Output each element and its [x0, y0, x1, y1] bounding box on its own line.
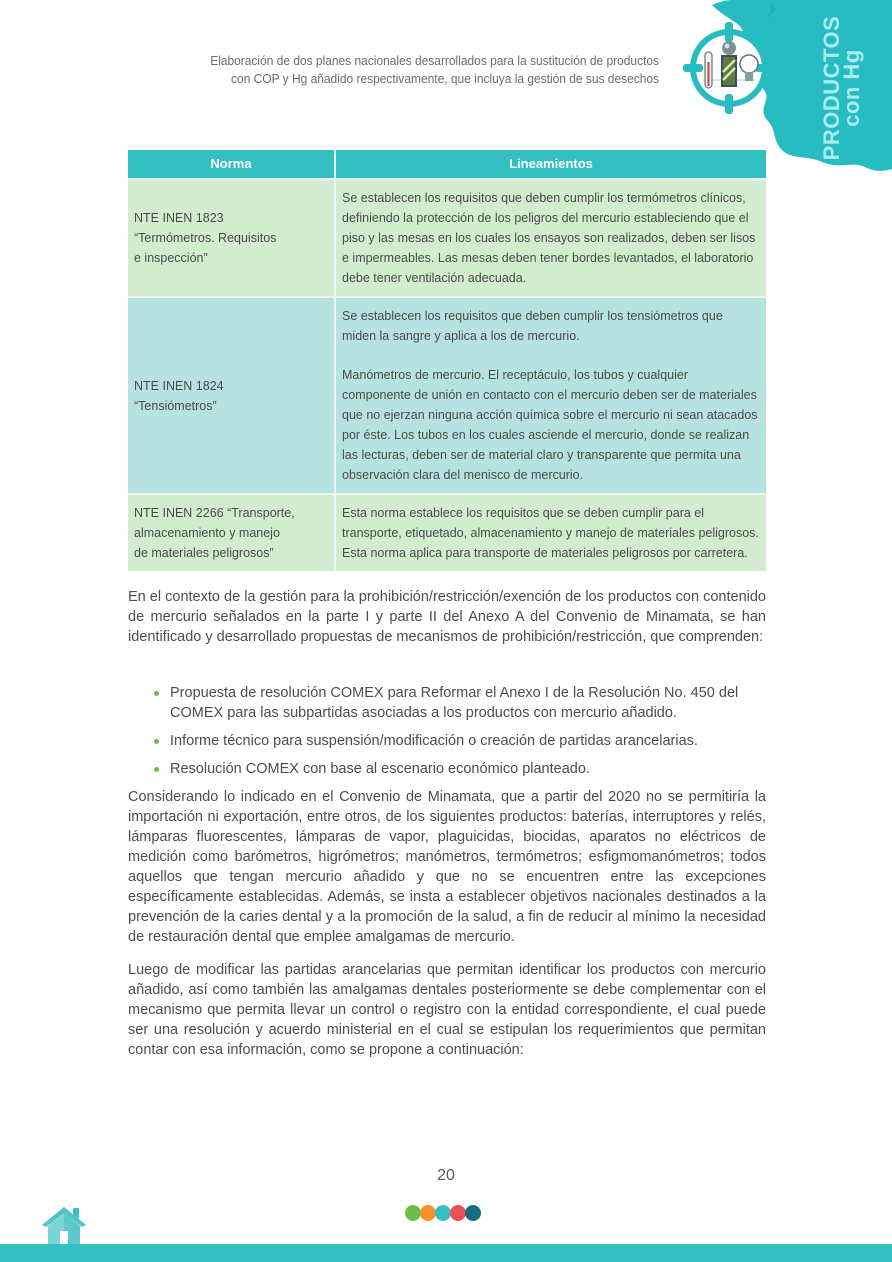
- norma-line: NTE INEN 1824: [134, 378, 224, 393]
- color-dot-orange: [420, 1205, 436, 1221]
- home-icon[interactable]: [40, 1205, 88, 1245]
- lineamiento-paragraph: Se establecen los requisitos que deben cumplir los termómetros clínicos, definiendo la protección de los peligros del mercurio estableciendo que el piso y las mesas en los cuales los ensayos son realizados, deben ser lisos e impermeables. Las mesas deben tener bordes levantados, el laboratorio debe tener ventilación adecuada.: [342, 191, 756, 285]
- body-paragraph-partidas: [128, 960, 766, 1060]
- lineamientos-cell: [335, 179, 766, 297]
- body-paragraph-context: [128, 587, 766, 647]
- lineamiento-paragraph: Se establecen los requisitos que deben cumplir los tensiómetros que miden la sangre y aplica a los de mercurio.: [342, 309, 723, 343]
- norma-line: almacenamiento y manejo: [134, 526, 280, 540]
- table-row: [128, 179, 766, 297]
- color-dot-teal: [435, 1205, 451, 1221]
- bullet-dot-icon: [154, 767, 159, 772]
- norma-line: “Tensiómetros”: [134, 398, 217, 413]
- footer-bar: [0, 1244, 892, 1262]
- norma-cell: [128, 494, 335, 571]
- norms-table: [128, 150, 766, 571]
- lineamiento-paragraph: Manómetros de mercurio. El receptáculo, los tubos y cualquier componente de unión en contacto con el mercurio deben ser de materiales que no ejerzan ninguna acción química sobre el mercurio ni sean atacados por éste. Los tubos en los cuales asciende el mercurio, donde se realizan las lecturas, deben ser de material claro y transparente que permita una observación clara del menisco de mercurio.: [342, 368, 758, 482]
- paragraph-text: Considerando lo indicado en el Convenio de Minamata, que a partir del 2020 no se permitiría la importación ni exportación, entre otros, de los siguientes productos: baterías, interruptores y relés, lámparas fluorescentes, lámparas de vapor, plaguicidas, biocidas, aparatos no eléctricos de medición como barómetros, higrómetros; manómetros, termómetros; esfigmomanómetros; todos aquellos que tengan mercurio añadido y que no se encuentren entre las excepciones específicamente establecidas. Además, se insta a establecer objetivos nacionales destinados a la prevención de la caries dental y a la promoción de la salud, a fin de reducir al mínimo la necesidad de restauración dental que emplee amalgamas de mercurio.: [128, 789, 766, 945]
- color-dot-dark-teal: [465, 1205, 481, 1221]
- body-paragraph-minamata: [128, 787, 766, 947]
- color-dot-red: [450, 1205, 466, 1221]
- header-title-line-1: Elaboración de dos planes nacionales desarrollados para la sustitución de productos: [210, 53, 659, 68]
- list-item-text: Informe técnico para suspensión/modificación o creación de partidas arancelarias.: [170, 733, 698, 749]
- norma-line: “Termómetros. Requisitos: [134, 231, 277, 245]
- paragraph-text: Luego de modificar las partidas arancelarias que permitan identificar los productos con mercurio añadido, así como también las amalgamas dentales posteriormente se debe complementar con el mecanismo que permita llevar un control o registro con la entidad correspondiente, el cual puede ser una resolución y acuerdo ministerial en el cual se estipulan los requerimientos que permitan contar con esa información, como se propone a continuación:: [128, 962, 766, 1058]
- lineamientos-cell: [335, 494, 766, 571]
- list-item: [152, 759, 766, 779]
- list-item: [152, 683, 766, 723]
- paragraph-text: En el contexto de la gestión para la prohibición/restricción/exención de los productos con contenido de mercurio señalados en la parte I y parte II del Anexo A del Convenio de Minamata, se han identificado y desarrollado propuestas de mecanismos de prohibición/restricción, que comprenden:: [128, 589, 766, 645]
- page-number: 20: [437, 1167, 455, 1184]
- color-dot-green: [405, 1205, 421, 1221]
- table-row: [128, 297, 766, 494]
- section-side-label: [812, 15, 872, 161]
- table-header-row: [128, 150, 766, 179]
- lineamientos-cell: [335, 297, 766, 494]
- norma-cell: [128, 179, 335, 297]
- list-item-text: Resolución COMEX con base al escenario económico planteado.: [170, 761, 590, 777]
- lineamiento-paragraph: Esta norma establece los requisitos que se deben cumplir para el transporte, etiquetado, almacenamiento y manejo de materiales peligrosos. Esta norma aplica para transporte de materiales peligrosos por carretera.: [342, 506, 759, 560]
- column-header-lineamientos: Lineamientos: [335, 150, 766, 179]
- table-row: [128, 494, 766, 571]
- list-item: [152, 731, 766, 751]
- column-header-norma: Norma: [128, 150, 335, 179]
- list-item-text: Propuesta de resolución COMEX para Reformar el Anexo I de la Resolución No. 450 del COMEX para las subpartidas asociadas a los productos con mercurio añadido.: [170, 685, 739, 721]
- bullet-dot-icon: [154, 739, 159, 744]
- side-label-line-1: PRODUCTOS: [819, 15, 844, 161]
- norma-line: de materiales peligrosos”: [134, 546, 274, 560]
- norma-line: NTE INEN 1823: [134, 211, 224, 225]
- norma-line: NTE INEN 2266 “Transporte,: [134, 506, 295, 520]
- target-thermometer-battery-bulb-icon: [683, 22, 775, 114]
- color-dots-decoration: [405, 1205, 480, 1221]
- bullet-dot-icon: [154, 691, 159, 696]
- document-header-title: [181, 52, 659, 88]
- side-label-line-2: con Hg: [839, 49, 864, 127]
- mechanism-bullet-list: [152, 683, 766, 787]
- norma-cell: [128, 297, 335, 494]
- header-title-line-2: con COP y Hg añadido respectivamente, que incluya la gestión de sus desechos: [231, 71, 659, 86]
- norma-line: e inspección”: [134, 251, 208, 265]
